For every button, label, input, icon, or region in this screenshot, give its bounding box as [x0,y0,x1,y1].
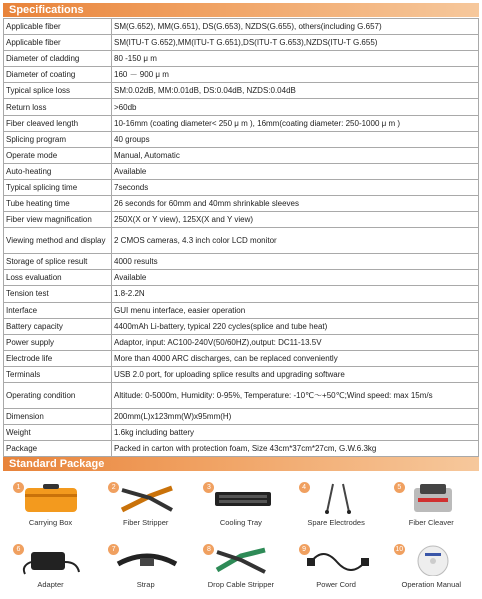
package-item [3,472,98,534]
package-item-label: Power Cord [316,580,356,589]
fiber-stripper-icon [112,482,182,514]
spec-value: Adaptor, input: AC100-240V(50/60HZ),output: DC11-13.5V [112,334,479,350]
spec-key: Typical splice loss [4,83,112,99]
package-item-number: 9 [299,544,310,555]
package-item [289,472,384,534]
spec-row [4,366,479,382]
spec-key: Applicable fiber [4,19,112,35]
spec-key: Typical splicing time [4,179,112,195]
spec-key: Interface [4,302,112,318]
spec-row [4,254,479,270]
package-item-label: Spare Electrodes [307,518,365,527]
spec-row [4,83,479,99]
spec-value: 80 -150 μ m [112,51,479,67]
spec-row [4,408,479,424]
spec-value: Available [112,163,479,179]
spec-key: Storage of splice result [4,254,112,270]
spec-key: Tube heating time [4,196,112,212]
spec-key: Weight [4,425,112,441]
package-item-label: Cooling Tray [219,518,262,527]
spec-row [4,212,479,228]
spec-row [4,302,479,318]
standard-package-header: Standard Package [3,457,479,471]
package-item-label: Drop Cable Stripper [207,580,275,589]
package-item-label: Fiber Stripper [122,518,169,527]
package-item-label: Adapter [37,580,64,589]
spec-row [4,425,479,441]
power-cord-icon [303,544,373,576]
spec-key: Terminals [4,366,112,382]
spec-row [4,35,479,51]
specifications-header: Specifications [3,3,479,17]
spec-value: 250X(X or Y view), 125X(X and Y view) [112,212,479,228]
spec-value: Altitude: 0-5000m, Humidity: 0-95%, Temperature: -10℃～+50℃;Wind speed: max 15m/s [112,382,479,408]
spec-value: 26 seconds for 60mm and 40mm shrinkable sleeves [112,196,479,212]
spec-value: 200mm(L)x123mm(W)x95mm(H) [112,408,479,424]
spec-key: Return loss [4,99,112,115]
package-item-number: 3 [203,482,214,493]
spec-row [4,147,479,163]
package-item-label: Fiber Cleaver [408,518,454,527]
spec-row [4,318,479,334]
spec-value: 160 － 900 μ m [112,67,479,83]
package-item-number: 4 [299,482,310,493]
spec-value: 1.6kg including battery [112,425,479,441]
spec-key: Operate mode [4,147,112,163]
spec-key: Applicable fiber [4,35,112,51]
spec-key: Tension test [4,286,112,302]
cooling-tray-icon [207,482,277,514]
spare-electrodes-icon [303,482,373,514]
spec-row [4,67,479,83]
package-item [384,534,479,596]
spec-key: Splicing program [4,131,112,147]
spec-row [4,163,479,179]
spec-key: Fiber cleaved length [4,115,112,131]
package-item [289,534,384,596]
carrying-box-icon [17,482,87,514]
spec-value: Manual, Automatic [112,147,479,163]
operation-manual-icon [398,544,468,576]
spec-key: Power supply [4,334,112,350]
package-item-number: 5 [394,482,405,493]
spec-key: Diameter of cladding [4,51,112,67]
spec-key: Electrode life [4,350,112,366]
drop-cable-stripper-icon [207,544,277,576]
spec-row [4,99,479,115]
package-item [384,472,479,534]
spec-value: 1.8-2.2N [112,286,479,302]
spec-key: Package [4,441,112,457]
spec-row [4,131,479,147]
spec-value: SM:0.02dB, MM:0.01dB, DS:0.04dB, NZDS:0.04dB [112,83,479,99]
spec-value: 2 CMOS cameras, 4.3 inch color LCD monitor [112,228,479,254]
spec-value: GUI menu interface, easier operation [112,302,479,318]
spec-value: 40 groups [112,131,479,147]
package-item-number: 7 [108,544,119,555]
package-item-label: Carrying Box [28,518,73,527]
package-item-number: 8 [203,544,214,555]
fiber-cleaver-icon [398,482,468,514]
package-item-number: 2 [108,482,119,493]
spec-row [4,115,479,131]
spec-value: >60db [112,99,479,115]
spec-key: Battery capacity [4,318,112,334]
spec-value: USB 2.0 port, for uploading splice results and upgrading software [112,366,479,382]
package-item-number: 10 [395,546,404,553]
spec-value: 10-16mm (coating diameter< 250 μ m ), 16mm(coating diameter: 250-1000 μ m ) [112,115,479,131]
package-item-number: 6 [13,544,24,555]
spec-key: Viewing method and display [4,228,112,254]
package-grid [3,472,479,597]
spec-value: SM(G.652), MM(G.651), DS(G.653), NZDS(G.655), others(including G.657) [112,19,479,35]
spec-key: Auto-heating [4,163,112,179]
spec-key: Operating condition [4,382,112,408]
spec-row [4,382,479,408]
spec-row [4,179,479,195]
spec-key: Fiber view magnification [4,212,112,228]
spec-row [4,334,479,350]
package-item-label: Strap [136,580,155,589]
strap-icon [112,544,182,576]
specifications-table [3,18,479,457]
package-item [98,534,193,596]
spec-row [4,51,479,67]
spec-row [4,19,479,35]
package-item [193,472,288,534]
spec-row [4,441,479,457]
package-item-label: Operation Manual [401,580,462,589]
spec-key: Diameter of coating [4,67,112,83]
package-item [3,534,98,596]
adapter-icon [17,544,87,576]
spec-value: Available [112,270,479,286]
package-item-number: 1 [13,482,24,493]
package-item [98,472,193,534]
spec-row [4,196,479,212]
spec-row [4,270,479,286]
spec-key: Loss evaluation [4,270,112,286]
spec-value: 4400mAh Li-battery, typical 220 cycles(splice and tube heat) [112,318,479,334]
spec-value: SM(ITU-T G.652),MM(ITU-T G.651),DS(ITU-T G.653),NZDS(ITU-T G.655) [112,35,479,51]
spec-value: 7seconds [112,179,479,195]
package-item [193,534,288,596]
spec-value: Packed in carton with protection foam, Size 43cm*37cm*27cm, G.W.6.3kg [112,441,479,457]
spec-row [4,350,479,366]
spec-key: Dimension [4,408,112,424]
spec-value: 4000 results [112,254,479,270]
spec-row [4,286,479,302]
spec-value: More than 4000 ARC discharges, can be replaced conveniently [112,350,479,366]
spec-row [4,228,479,254]
